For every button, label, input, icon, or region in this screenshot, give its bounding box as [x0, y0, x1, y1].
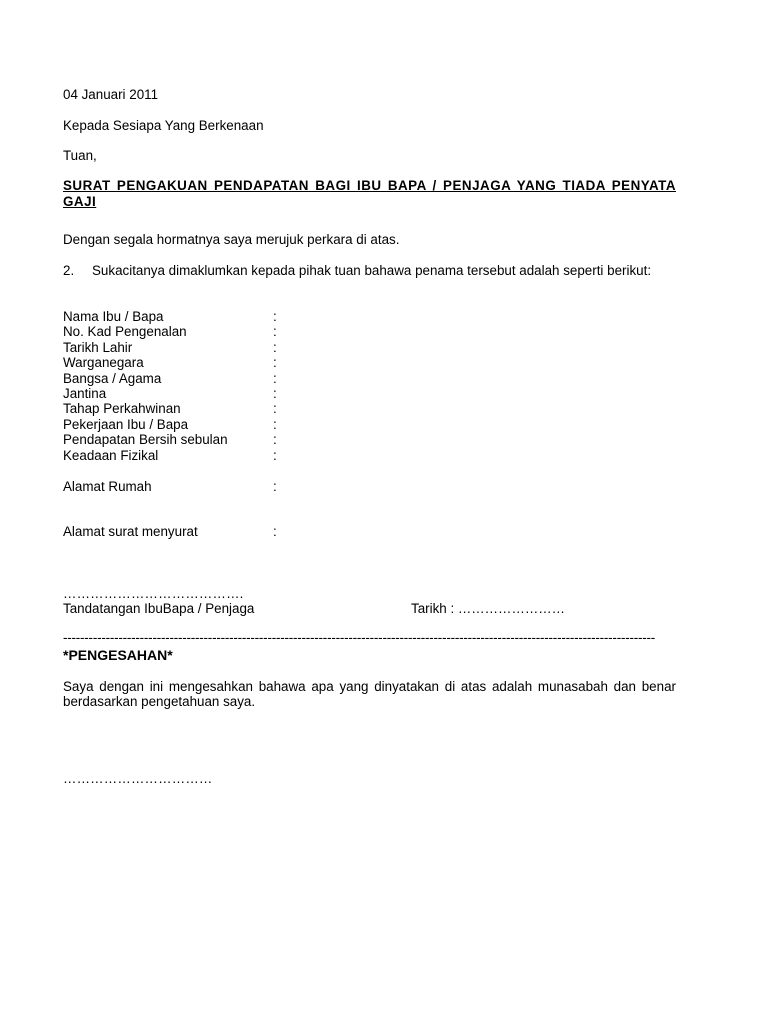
field-colon: :: [273, 416, 277, 432]
letter-recipient: Kepada Sesiapa Yang Berkenaan: [63, 118, 264, 133]
field-jantina: [63, 386, 363, 401]
field-colon: :: [273, 524, 277, 539]
pengesahan-heading: *PENGESAHAN*: [63, 647, 173, 663]
field-colon: :: [273, 479, 277, 494]
field-label: Nama Ibu / Bapa: [63, 309, 164, 324]
field-label: Warganegara: [63, 355, 144, 371]
field-tahap-perkahwinan: [63, 401, 363, 416]
letter-salutation: Tuan,: [63, 148, 97, 163]
field-pekerjaan: [63, 417, 363, 432]
field-label: No. Kad Pengenalan: [63, 324, 187, 340]
field-label: Keadaan Fizikal: [63, 447, 159, 463]
field-tarikh-lahir: [63, 340, 363, 355]
field-colon: :: [273, 447, 277, 463]
field-row: [63, 524, 363, 539]
field-label: Jantina: [63, 385, 107, 401]
paragraph-text: Sukacitanya dimaklumkan kepada pihak tuan bahawa penama tersebut adalah seperti berikut:: [92, 263, 652, 278]
field-colon: :: [273, 385, 277, 401]
field-label: Pekerjaan Ibu / Bapa: [63, 416, 189, 432]
field-label: Alamat Rumah: [63, 479, 152, 494]
field-warganegara: [63, 355, 363, 370]
field-row: [63, 479, 363, 494]
field-label: Alamat surat menyurat: [63, 524, 198, 539]
paragraph-number: 2.: [63, 263, 75, 278]
field-nama: [63, 309, 363, 324]
pengesahan-text: Saya dengan ini mengesahkan bahawa apa yang dinyatakan di atas adalah munasabah dan benar berdasarkan pengetahuan saya.: [63, 679, 676, 710]
field-alamat-surat: [63, 524, 363, 539]
field-colon: :: [273, 309, 277, 324]
field-colon: :: [273, 324, 277, 340]
pengesahan-signature-line: ……………………………: [63, 771, 213, 786]
signature-date: Tarikh : ……………………: [411, 601, 566, 616]
details-fields: [63, 309, 363, 463]
letter-intro: Dengan segala hormatnya saya merujuk perkara di atas.: [63, 232, 400, 247]
field-colon: :: [273, 339, 277, 355]
paragraph-2: [63, 263, 676, 278]
separator-line: -------------------------------------------------------------------------------------------------------------------------------------------: [63, 630, 656, 645]
field-bangsa-agama: [63, 371, 363, 386]
field-label: Pendapatan Bersih sebulan: [63, 432, 228, 448]
field-colon: :: [273, 401, 277, 417]
signature-line: ………………………………….: [63, 586, 244, 601]
field-label: Tarikh Lahir: [63, 339, 133, 355]
field-colon: :: [273, 432, 277, 448]
signature-label: Tandatangan IbuBapa / Penjaga: [63, 601, 255, 616]
field-colon: :: [273, 355, 277, 371]
field-colon: :: [273, 370, 277, 386]
field-label: Tahap Perkahwinan: [63, 401, 181, 417]
field-ic: [63, 324, 363, 339]
letter-date: 04 Januari 2011: [63, 87, 159, 102]
field-label: Bangsa / Agama: [63, 370, 162, 386]
field-alamat-rumah: [63, 479, 363, 494]
letter-title: SURAT PENGAKUAN PENDAPATAN BAGI IBU BAPA / PENJAGA YANG TIADA PENYATA GAJI: [63, 178, 676, 209]
field-pendapatan: [63, 432, 363, 447]
field-keadaan-fizikal: [63, 448, 363, 463]
